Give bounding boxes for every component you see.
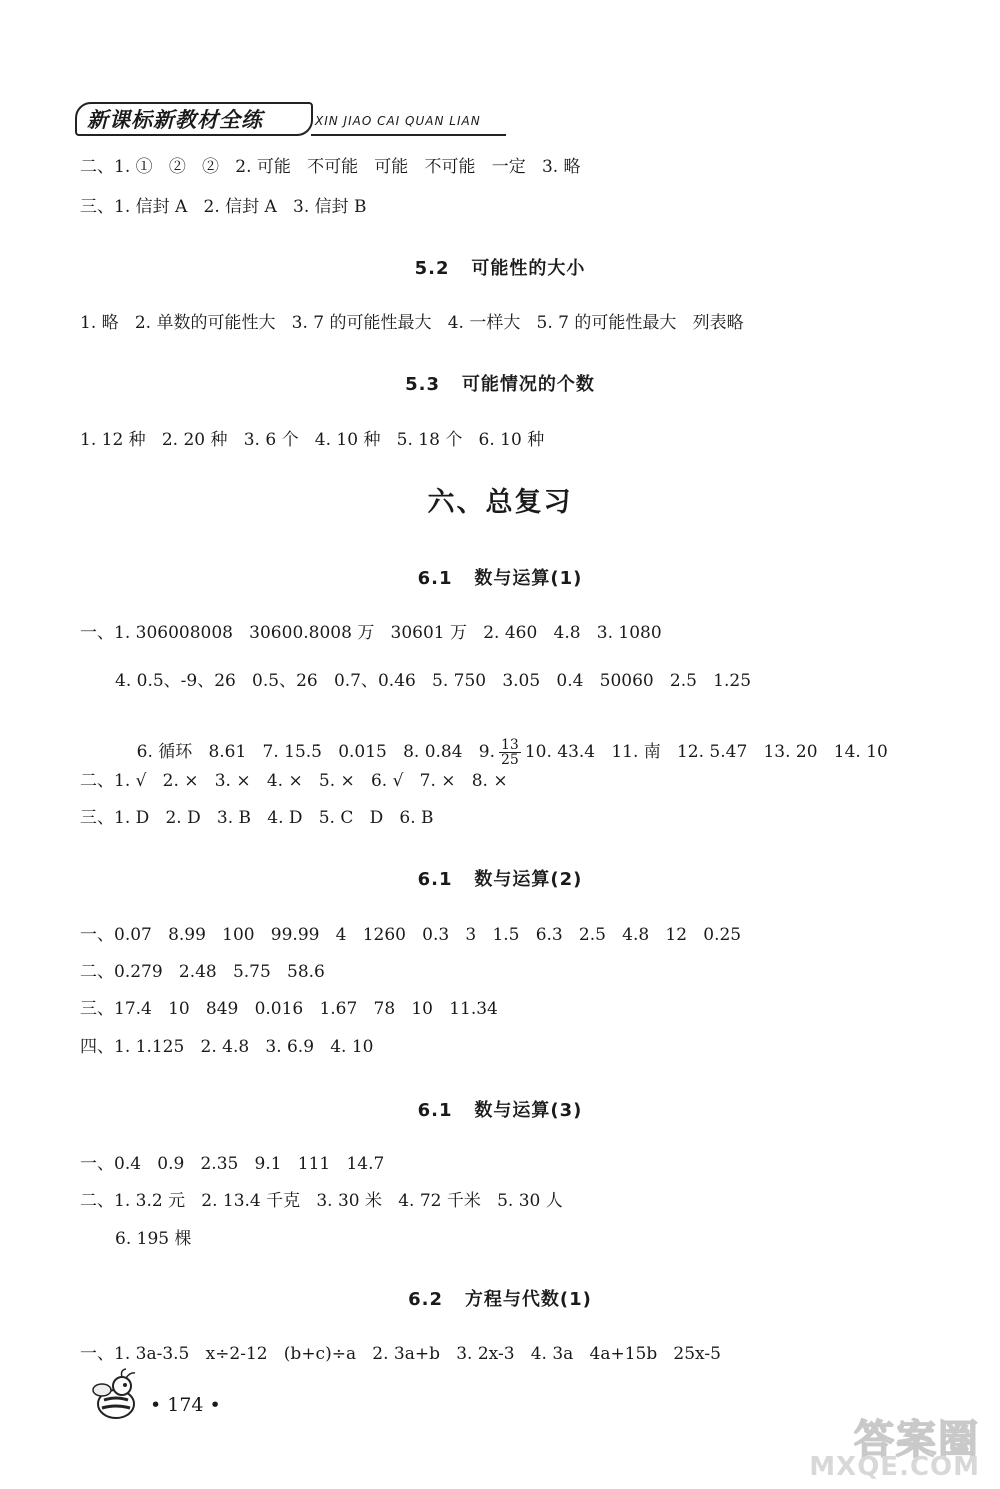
answer-line: 二、1. ① ② ② 2. 可能 不可能 可能 不可能 一定 3. 略 bbox=[80, 157, 581, 177]
answer-line: 1. 略 2. 单数的可能性大 3. 7 的可能性最大 4. 一样大 5. 7 的可能性最大 列表略 bbox=[80, 313, 744, 333]
bee-mascot-icon bbox=[86, 1368, 146, 1426]
answer-line: 1. 12 种 2. 20 种 3. 6 个 4. 10 种 5. 18 个 6. 10 种 bbox=[80, 430, 545, 450]
answer-text: 10. 43.4 11. 南 12. 5.47 13. 20 14. 10 bbox=[524, 742, 888, 762]
page-number: • 174 • bbox=[150, 1394, 221, 1416]
answer-line: 二、1. 3.2 元 2. 13.4 千克 3. 30 米 4. 72 千米 5. 30 人 bbox=[80, 1191, 563, 1211]
chapter-title: 六、总复习 bbox=[427, 487, 573, 518]
header-rule bbox=[311, 134, 506, 136]
answer-line: 三、1. D 2. D 3. B 4. D 5. C D 6. B bbox=[80, 808, 434, 828]
brand-text: 新课标新教材全练 bbox=[87, 108, 263, 132]
section-title: 6.2 方程与代数(1) bbox=[408, 1289, 592, 1310]
section-title: 6.1 数与运算(1) bbox=[417, 568, 583, 589]
watermark bbox=[800, 1408, 1000, 1489]
answer-line: 二、1. √ 2. × 3. × 4. × 5. × 6. √ 7. × 8. × bbox=[80, 771, 508, 791]
section-title: 5.3 可能情况的个数 bbox=[405, 374, 595, 395]
answer-line: 三、1. 信封 A 2. 信封 A 3. 信封 B bbox=[80, 197, 367, 217]
answer-line: 一、0.4 0.9 2.35 9.1 111 14.7 bbox=[80, 1154, 385, 1174]
brand-logo bbox=[75, 102, 313, 136]
fraction-denominator: 25 bbox=[501, 752, 519, 768]
answer-line: 6. 195 棵 bbox=[115, 1229, 192, 1249]
answer-line: 一、1. 306008008 30600.8008 万 30601 万 2. 460 4.8 3. 1080 bbox=[80, 623, 662, 643]
fraction bbox=[499, 738, 521, 767]
watermark-url: MXQE.COM bbox=[809, 1452, 980, 1482]
answer-line: 一、0.07 8.99 100 99.99 4 1260 0.3 3 1.5 6.3 2.5 4.8 12 0.25 bbox=[80, 925, 742, 945]
answer-line: 四、1. 1.125 2. 4.8 3. 6.9 4. 10 bbox=[80, 1037, 374, 1057]
section-title: 5.2 可能性的大小 bbox=[414, 258, 586, 279]
section-title: 6.1 数与运算(2) bbox=[417, 869, 583, 890]
answer-line: 二、0.279 2.48 5.75 58.6 bbox=[80, 962, 325, 982]
answer-text: 6. 循环 8.61 7. 15.5̇ 0.015 8. 0.84 9. bbox=[136, 742, 495, 762]
section-title: 6.1 数与运算(3) bbox=[417, 1100, 583, 1121]
answer-line: 4. 0.5、-9、26 0.5、26 0.7、0.4̇6 5. 750 3.05 0.4 50060 2.5 1.25 bbox=[115, 671, 752, 691]
answer-line: 三、17.4 10 849 0.016 1.67 78 10 11.34 bbox=[80, 999, 498, 1019]
book-header bbox=[75, 96, 505, 142]
fraction-numerator: 13 bbox=[501, 737, 519, 753]
answer-line: 一、1. 3a-3.5 x÷2-12 (b+c)÷a 2. 3a+b 3. 2x-3 4. 3a 4a+15b 25x-5 bbox=[80, 1344, 721, 1364]
watermark-logo: 答案圈 bbox=[854, 1417, 980, 1463]
page-footer bbox=[86, 1368, 276, 1428]
brand-slogan: XIN JIAO CAI QUAN LIAN bbox=[315, 114, 481, 128]
